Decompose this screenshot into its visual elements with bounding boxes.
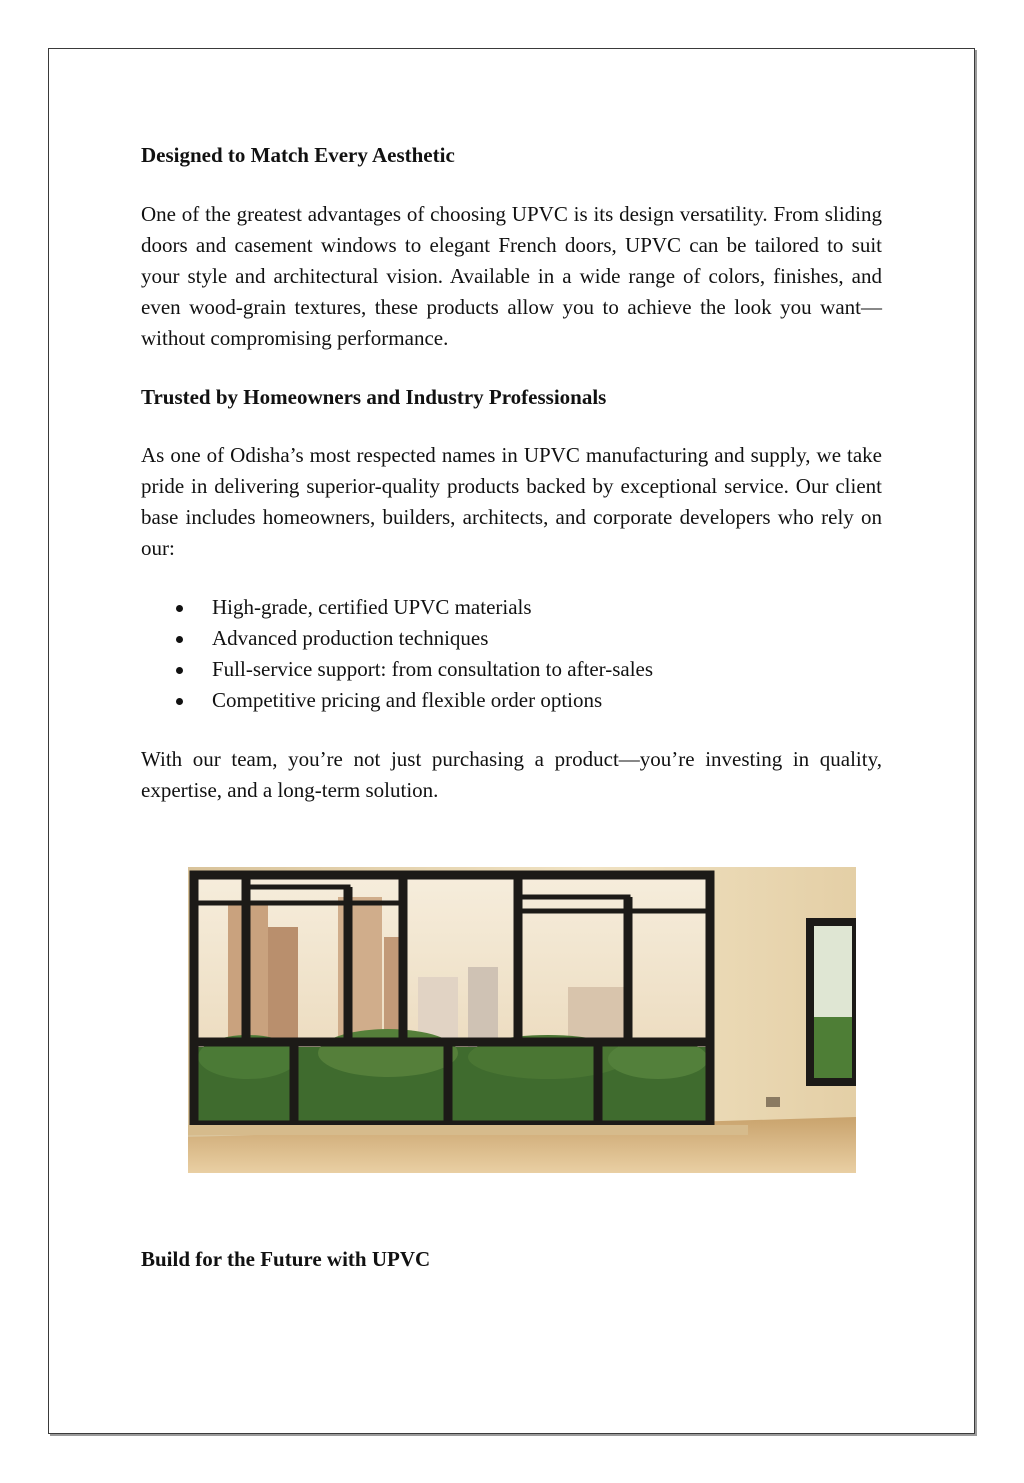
paragraph-closing: With our team, you’re not just purchasing a product—you’re investing in quality, expertise, and a long-term solution. (141, 747, 882, 802)
bullet-icon (176, 605, 183, 612)
list-item-text: High-grade, certified UPVC materials (212, 595, 532, 619)
section-heading-future: Build for the Future with UPVC (141, 1247, 431, 1271)
paragraph-trusted: As one of Odisha’s most respected names in UPVC manufacturing and supply, we take pride in delivering superior-quality products backed by exceptional service. Our client base includes homeowners, builders, architects, and corporate developers who rely on our: (141, 443, 882, 560)
section-heading-trusted: Trusted by Homeowners and Industry Professionals (141, 385, 607, 409)
list-item (141, 592, 882, 623)
paragraph-aesthetic: One of the greatest advantages of choosing UPVC is its design versatility. From sliding doors and casement windows to elegant French doors, UPVC can be tailored to suit your style and architectural vision. Available in a wide range of colors, finishes, and even wood-grain textures, these products allow you to achieve the look you want—without compromising performance. (141, 202, 882, 350)
upvc-windows-photo (188, 867, 856, 1173)
list-item (141, 685, 882, 716)
bullet-icon (176, 636, 183, 643)
list-item (141, 623, 882, 654)
window-illustration (188, 867, 856, 1173)
list-item-text: Competitive pricing and flexible order options (212, 688, 603, 712)
feature-list (141, 592, 882, 716)
list-item-text: Advanced production techniques (212, 626, 489, 650)
bullet-icon (176, 667, 183, 674)
bullet-icon (176, 698, 183, 705)
list-item-text: Full-service support: from consultation to after-sales (212, 657, 654, 681)
section-heading-aesthetic: Designed to Match Every Aesthetic (141, 143, 455, 167)
list-item (141, 654, 882, 685)
